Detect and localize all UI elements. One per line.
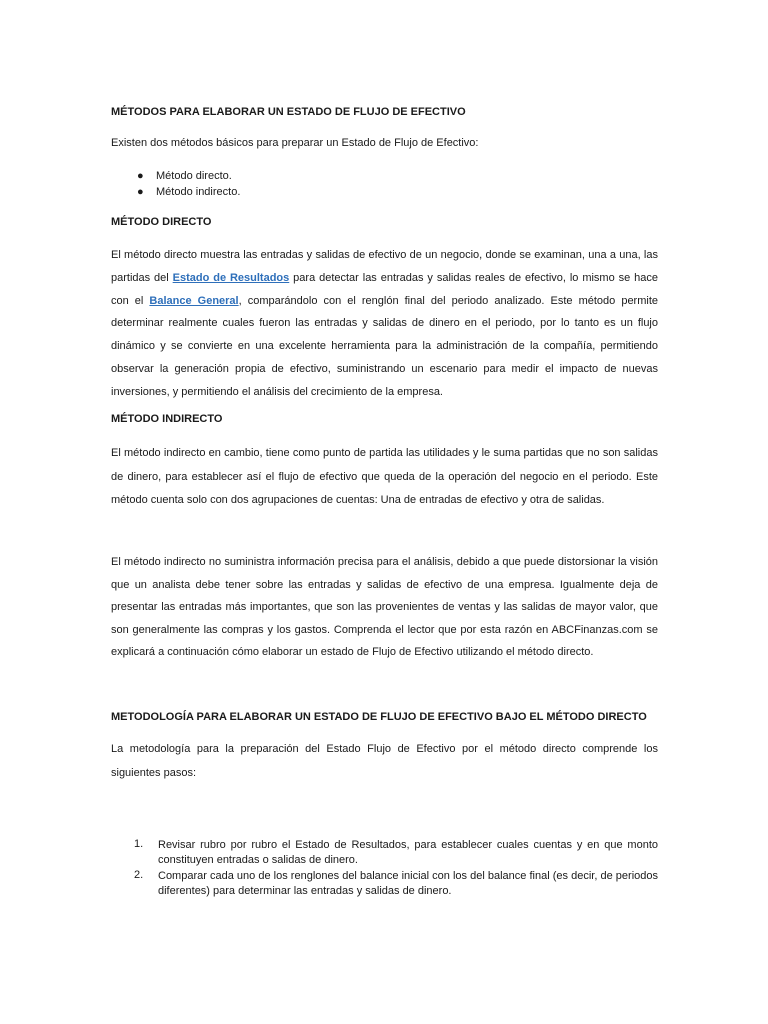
bullet-icon: ● xyxy=(137,186,144,198)
bullet-icon: ● xyxy=(137,170,144,182)
step-text: Revisar rubro por rubro el Estado de Resultados, para establecer cuales cuentas y en que monto constituyen entradas o salidas de dinero. xyxy=(158,839,658,866)
paragraph-text: El método directo muestra las entradas y salidas de efectivo de un negocio, donde se examinan, una a una, las partidas del xyxy=(111,249,658,284)
step-number: 2. xyxy=(134,869,144,881)
intro-text: Existen dos métodos básicos para preparar un Estado de Flujo de Efectivo: xyxy=(111,137,479,149)
document-title: MÉTODOS PARA ELABORAR UN ESTADO DE FLUJO DE EFECTIVO xyxy=(111,106,466,118)
estado-resultados-link[interactable]: Estado de Resultados xyxy=(172,271,290,284)
paragraph-text: , comparándolo con el renglón final del periodo analizado. Este método permite determinar realmente cuales fueron las entradas y salidas de dinero en el periodo, por lo tanto es un flujo dinámico y se convierte en una excelente herramienta para la administración de la compañía, permitiendo observar la generación propia de efectivo, suministrando un escenario para medir el impacto de nuevas inversiones, y permitiendo el análisis del crecimiento de la empresa. xyxy=(111,294,658,398)
list-item: Método directo. xyxy=(156,170,232,182)
section-heading-direct: MÉTODO DIRECTO xyxy=(111,216,212,228)
direct-method-paragraph xyxy=(111,244,658,404)
indirect-paragraph-1: El método indirecto en cambio, tiene como punto de partida las utilidades y le suma partidas que no son salidas de dinero, para establecer así el flujo de efectivo que queda de la operación del negocio en el periodo. Este método cuenta solo con dos agrupaciones de cuentas: Una de entradas de efectivo y otra de salidas. xyxy=(111,447,658,506)
methodology-intro: La metodología para la preparación del Estado Flujo de Efectivo por el método directo comprende los siguientes pasos: xyxy=(111,743,658,779)
list-item: Método indirecto. xyxy=(156,186,241,198)
section-heading-indirect: MÉTODO INDIRECTO xyxy=(111,413,223,425)
step-number: 1. xyxy=(134,838,144,850)
balance-general-link[interactable]: Balance General xyxy=(149,294,239,307)
indirect-paragraph-2: El método indirecto no suministra información precisa para el análisis, debido a que puede distorsionar la visión que un analista debe tener sobre las entradas y salidas de efectivo de una empresa. Igualmente deja de presentar las entradas más importantes, que son las provenientes de ventas y las salidas de mayor valor, que son generalmente las compras y los gastos. Comprenda el lector que por esta razón en ABCFinanzas.com se explicará a continuación cómo elaborar un estado de Flujo de Efectivo utilizando el método directo. xyxy=(111,556,658,659)
paragraph-text: para detectar las entradas y salidas reales de efectivo, lo mismo se hace con el xyxy=(111,271,659,307)
section-heading-methodology: METODOLOGÍA PARA ELABORAR UN ESTADO DE FLUJO DE EFECTIVO BAJO EL MÉTODO DIRECTO xyxy=(111,711,647,723)
step-text: Comparar cada uno de los renglones del balance inicial con los del balance final (es decir, de periodos diferentes) para determinar las entradas y salidas de dinero. xyxy=(158,870,658,897)
